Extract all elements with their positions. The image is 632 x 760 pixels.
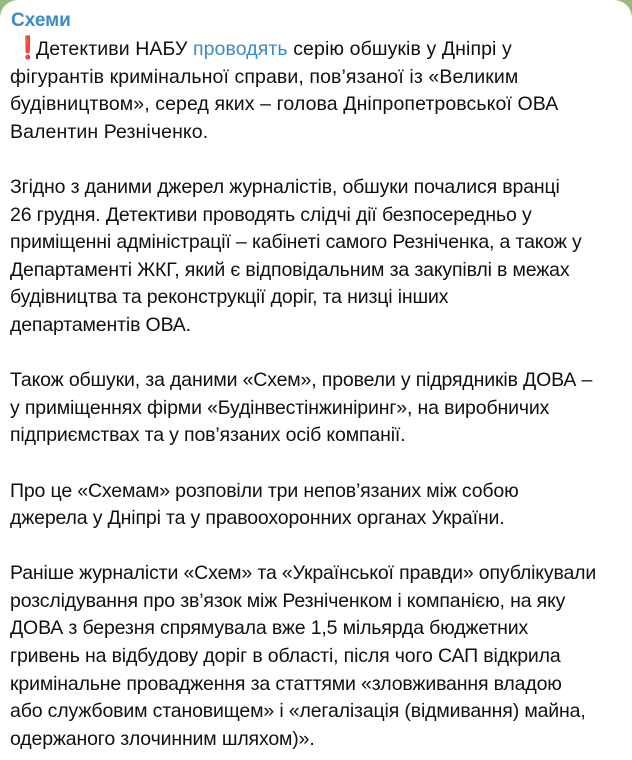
paragraph-2 <box>10 174 622 340</box>
paragraph-5-line-2: розслідування про зв’язок між Резніченком і компанією, на яку <box>10 589 566 612</box>
paragraph-2-line-4: Департаменті ЖКГ, який є відповідальним за закупівлі в межах <box>10 258 570 281</box>
paragraph-5-line-4: гривень на відбудову доріг в області, після чого САП відкрила <box>10 645 561 668</box>
paragraph-2-line-5: будівництва та реконструкції доріг, та низці інших <box>10 286 449 309</box>
paragraph-5-line-6: або службовим становищем» і «легалізація (відмивання) майна, <box>10 700 586 723</box>
paragraph-4 <box>10 478 622 533</box>
link-provodyat[interactable]: проводять <box>192 38 288 60</box>
paragraph-1-line-1 <box>10 34 622 64</box>
paragraph-5-line-5: кримінальне провадження за статтями «зловживання владою <box>10 672 562 695</box>
paragraph-3-line-3: підприємствах та у пов’язаних осіб компанії. <box>10 424 406 447</box>
paragraph-2-line-6: департаментів ОВА. <box>10 313 191 336</box>
paragraph-1 <box>10 34 622 146</box>
paragraph-5-line-7: одержаного злочинним шляхом)». <box>10 727 315 750</box>
paragraph-5-line-1: Раніше журналісти «Схем» та «Української правди» опублікували <box>10 562 597 585</box>
paragraph-1-line-3: будівництвом», серед яких – голова Дніпропетровської ОВА <box>10 93 559 116</box>
paragraph-2-line-2: 26 грудня. Детективи проводять слідчі дії безпосередньо у <box>10 203 532 226</box>
paragraph-5 <box>10 560 622 753</box>
paragraph-1-line-4: Валентин Резніченко. <box>10 120 209 143</box>
paragraph-3 <box>10 367 622 450</box>
paragraph-1-line-2: фігурантів кримінальної справи, пов’язаної із «Великим <box>10 65 519 88</box>
text-segment: серію обшуків у Дніпрі у <box>287 38 512 60</box>
message-text <box>10 34 622 753</box>
red-exclamation-icon: ❗ <box>14 35 42 60</box>
channel-name[interactable]: Схеми <box>11 10 71 31</box>
paragraph-4-line-1: Про це «Схемам» розповіли три непов’язаних між собою <box>10 479 519 502</box>
paragraph-2-line-3: приміщенні адміністрації – кабінеті самого Резніченка, а також у <box>10 231 582 254</box>
paragraph-5-line-3: ДОВА з березня спрямувала вже 1,5 мільярда бюджетних <box>10 617 529 640</box>
text-segment: Детективи НАБУ <box>36 38 193 60</box>
paragraph-3-line-2: у приміщеннях фірми «Будінвестінжиніринг», на виробничих <box>10 396 550 419</box>
paragraph-2-line-1: Згідно з даними джерел журналістів, обшуки почалися вранці <box>10 175 560 198</box>
paragraph-4-line-2: джерела у Дніпрі та у правоохоронних органах України. <box>10 507 505 530</box>
paragraph-3-line-1: Також обшуки, за даними «Схем», провели у підрядників ДОВА – <box>10 369 593 392</box>
